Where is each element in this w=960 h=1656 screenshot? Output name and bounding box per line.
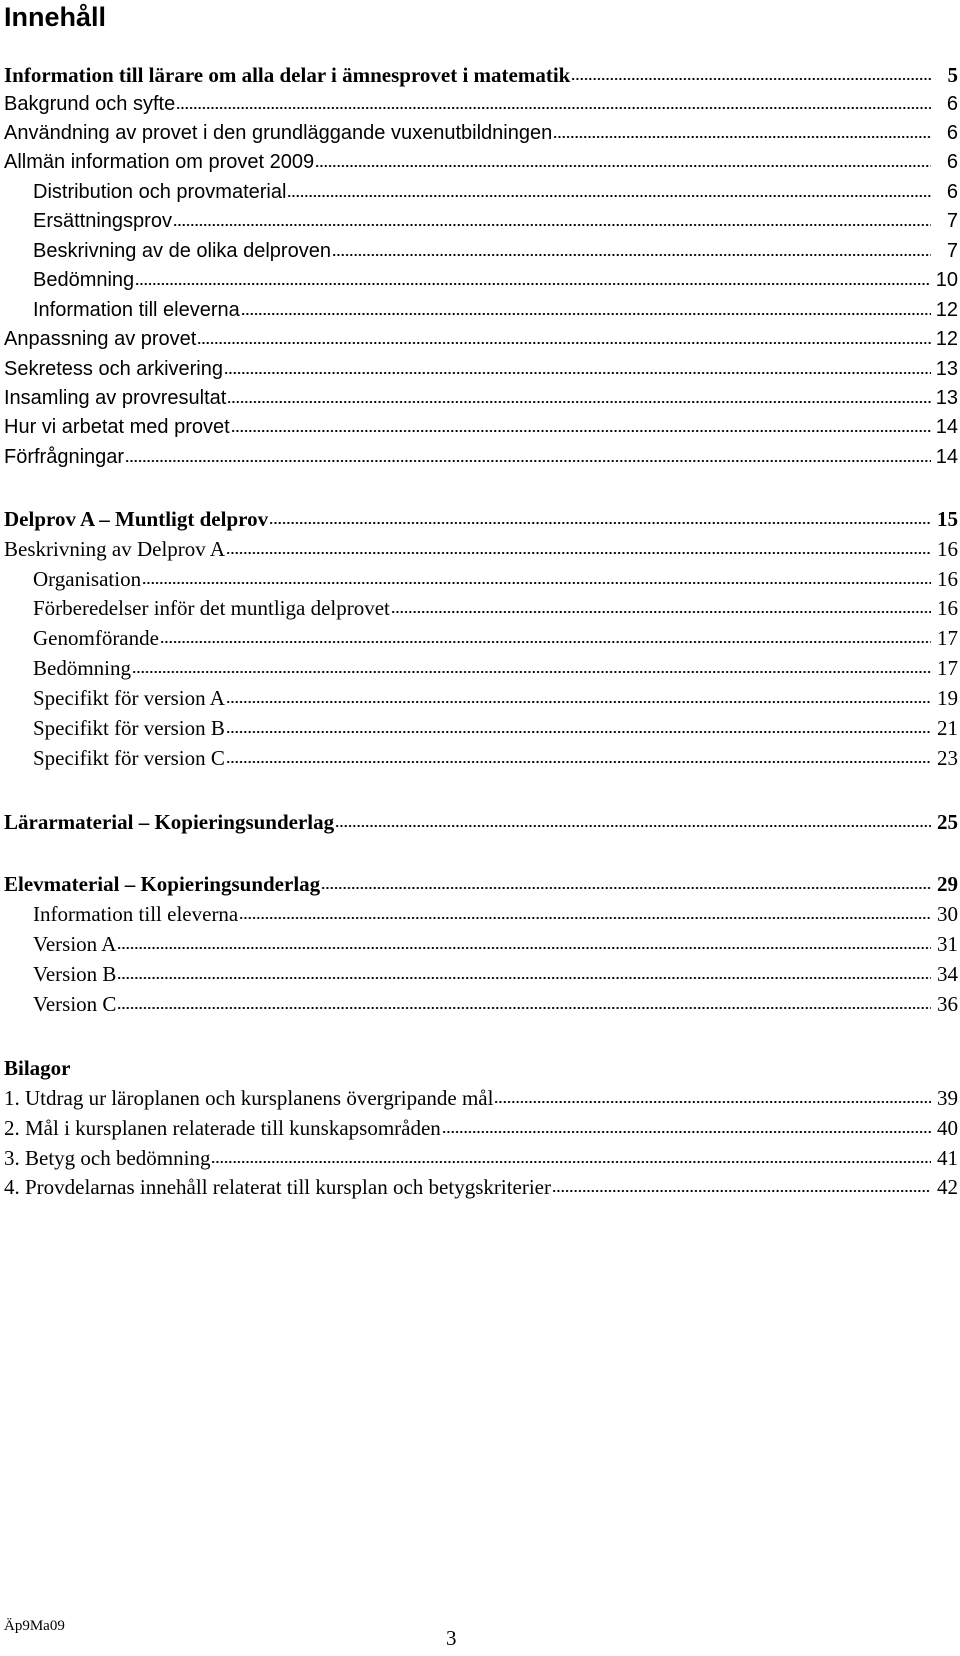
dot-leader [227, 399, 931, 405]
toc-entry-bilaga-2[interactable] [4, 1113, 958, 1143]
dot-leader [224, 370, 931, 376]
dot-leader [391, 609, 931, 615]
toc-entry-label: Bakgrund och syfte [4, 93, 176, 115]
toc-entry-label: Insamling av provresultat [4, 387, 227, 409]
toc-entry-page: 23 [937, 746, 958, 770]
toc-entry-label: Användning av provet i den grundläggande vuxenutbildningen [4, 122, 553, 144]
toc-entry-specifikt-version-b[interactable] [33, 713, 958, 743]
toc-entry-page: 42 [937, 1175, 958, 1199]
toc-entry-label: Elevmaterial – Kopieringsunderlag [4, 872, 321, 896]
toc-entry-label: Version A [33, 932, 117, 956]
dot-leader [226, 699, 931, 705]
toc-entry-page: 41 [937, 1146, 958, 1170]
toc-entry-beskrivning-delproven[interactable] [33, 236, 958, 266]
toc-entry-specifikt-version-a[interactable] [33, 683, 958, 713]
toc-entry-version-c[interactable] [33, 989, 958, 1019]
toc-entry-label: Specifikt för version B [33, 716, 225, 740]
toc-entry-label: Förberedelser inför det muntliga delprovet [33, 596, 390, 620]
dot-leader [287, 193, 931, 199]
dot-leader [226, 759, 931, 765]
toc-entry-label: Version B [33, 962, 117, 986]
dot-leader [135, 281, 931, 287]
toc-entry-label: Information till lärare om alla delar i ämnesprovet i matematik [4, 63, 571, 87]
toc-entry-page: 39 [937, 1086, 958, 1110]
page-title: Innehåll [4, 2, 107, 32]
dot-leader [226, 729, 931, 735]
toc-entry-page: 16 [937, 596, 958, 620]
toc-entry-version-b[interactable] [33, 959, 958, 989]
dot-leader [226, 550, 931, 556]
dot-leader [160, 639, 931, 645]
toc-entry-label: 4. Provdelarnas innehåll relaterat till kursplan och betygskriterier [4, 1175, 551, 1199]
toc-entry-information-larare[interactable] [4, 60, 958, 90]
toc-entry-insamling[interactable] [4, 383, 958, 413]
toc-entry-label: Bedömning [33, 269, 135, 291]
toc-entry-label: Beskrivning av de olika delproven [33, 240, 331, 262]
toc-entry-label: Sekretess och arkivering [4, 358, 223, 380]
toc-entry-information-eleverna-2[interactable] [33, 899, 958, 929]
toc-entry-label: Version C [33, 992, 117, 1016]
toc-entry-page: 15 [937, 507, 958, 531]
toc-entry-anpassning[interactable] [4, 324, 958, 354]
toc-entry-beskrivning-delprov-a[interactable] [4, 534, 958, 564]
toc-entry-delprov-a[interactable] [4, 504, 958, 534]
dot-leader [552, 1188, 931, 1194]
dot-leader [335, 823, 931, 829]
dot-leader [315, 163, 931, 169]
toc-entry-label: 2. Mål i kursplanen relaterade till kunskapsområden [4, 1116, 441, 1140]
toc-entry-page: 29 [937, 872, 958, 896]
dot-leader [173, 222, 931, 228]
dot-leader [241, 311, 931, 317]
toc-entry-label: 1. Utdrag ur läroplanen och kursplanens övergripande mål [4, 1086, 494, 1110]
dot-leader [442, 1129, 931, 1135]
toc-entry-label: Beskrivning av Delprov A [4, 537, 226, 561]
dot-leader [117, 1005, 931, 1011]
toc-entry-page: 7 [946, 210, 958, 232]
toc-entry-forberedelser[interactable] [33, 593, 958, 623]
toc-entry-page: 17 [937, 626, 958, 650]
toc-entry-page: 21 [937, 716, 958, 740]
toc-entry-label: Ersättningsprov [33, 210, 172, 232]
toc-entry-label: Allmän information om provet 2009 [4, 151, 315, 173]
toc-entry-allman-information[interactable] [4, 147, 958, 177]
dot-leader [332, 252, 931, 258]
dot-leader [321, 885, 931, 891]
toc-entry-page: 17 [937, 656, 958, 680]
toc-entry-genomforande[interactable] [33, 623, 958, 653]
toc-entry-version-a[interactable] [33, 929, 958, 959]
toc-entry-elevmaterial[interactable] [4, 869, 958, 899]
toc-entry-page: 6 [946, 181, 958, 203]
toc-entry-page: 7 [946, 240, 958, 262]
toc-entry-label: Hur vi arbetat med provet [4, 416, 230, 438]
dot-leader [571, 76, 931, 82]
toc-entry-page: 12 [935, 328, 958, 350]
toc-entry-page: 5 [947, 63, 958, 87]
bilagor-heading: Bilagor [4, 1056, 71, 1080]
toc-entry-page: 31 [937, 932, 958, 956]
dot-leader [117, 945, 931, 951]
toc-entry-bedomning-delprov-a[interactable] [33, 653, 958, 683]
dot-leader [197, 340, 931, 346]
toc-entry-label: Specifikt för version A [33, 686, 225, 710]
toc-entry-label: Lärarmaterial – Kopieringsunderlag [4, 810, 335, 834]
dot-leader [176, 105, 931, 111]
toc-entry-ersattningsprov[interactable] [33, 206, 958, 236]
toc-entry-page: 14 [935, 416, 958, 438]
toc-entry-page: 40 [937, 1116, 958, 1140]
toc-entry-label: Genomförande [33, 626, 159, 650]
toc-entry-label: Specifikt för version C [33, 746, 225, 770]
toc-entry-information-eleverna[interactable] [33, 295, 958, 325]
toc-entry-page: 30 [937, 902, 958, 926]
toc-entry-label: Information till eleverna [33, 902, 239, 926]
toc-entry-label: Förfrågningar [4, 446, 125, 468]
toc-entry-anvandning[interactable] [4, 118, 958, 148]
dot-leader [132, 669, 931, 675]
toc-entry-organisation[interactable] [33, 564, 958, 594]
footer-document-code: Äp9Ma09 [4, 1618, 65, 1634]
toc-entry-label: Distribution och provmaterial [33, 181, 287, 203]
dot-leader [211, 1159, 931, 1165]
toc-entry-page: 16 [937, 567, 958, 591]
toc-entry-bedomning[interactable] [33, 265, 958, 295]
dot-leader [553, 134, 931, 140]
toc-entry-label: Information till eleverna [33, 299, 240, 321]
toc-entry-sekretess[interactable] [4, 354, 958, 384]
toc-entry-hur-vi-arbetat[interactable] [4, 412, 958, 442]
toc-entry-page: 6 [946, 93, 958, 115]
toc-entry-specifikt-version-c[interactable] [33, 743, 958, 773]
dot-leader [117, 975, 931, 981]
toc-entry-label: 3. Betyg och bedömning [4, 1146, 211, 1170]
toc-entry-label: Anpassning av provet [4, 328, 197, 350]
toc-entry-page: 13 [935, 358, 958, 380]
toc-entry-page: 13 [935, 387, 958, 409]
dot-leader [269, 520, 931, 526]
toc-entry-bilaga-3[interactable] [4, 1143, 958, 1173]
toc-entry-page: 25 [937, 810, 958, 834]
toc-entry-page: 34 [937, 962, 958, 986]
toc-entry-bilaga-4[interactable] [4, 1172, 958, 1202]
dot-leader [231, 428, 931, 434]
toc-entry-forfragningar[interactable] [4, 442, 958, 472]
toc-entry-distribution[interactable] [33, 177, 958, 207]
toc-entry-lararmaterial[interactable] [4, 807, 958, 837]
toc-entry-page: 10 [935, 269, 958, 291]
dot-leader [125, 458, 931, 464]
toc-entry-page: 14 [935, 446, 958, 468]
dot-leader [239, 915, 931, 921]
toc-entry-page: 16 [937, 537, 958, 561]
toc-entry-label: Delprov A – Muntligt delprov [4, 507, 269, 531]
footer-page-number: 3 [446, 1626, 457, 1650]
dot-leader [494, 1099, 931, 1105]
toc-entry-page: 19 [937, 686, 958, 710]
toc-entry-label: Organisation [33, 567, 142, 591]
toc-entry-bilaga-1[interactable] [4, 1083, 958, 1113]
dot-leader [142, 580, 931, 586]
toc-entry-page: 6 [946, 151, 958, 173]
toc-entry-page: 6 [946, 122, 958, 144]
toc-entry-page: 36 [937, 992, 958, 1016]
toc-entry-page: 12 [935, 299, 958, 321]
toc-entry-bakgrund[interactable] [4, 89, 958, 119]
toc-entry-label: Bedömning [33, 656, 131, 680]
